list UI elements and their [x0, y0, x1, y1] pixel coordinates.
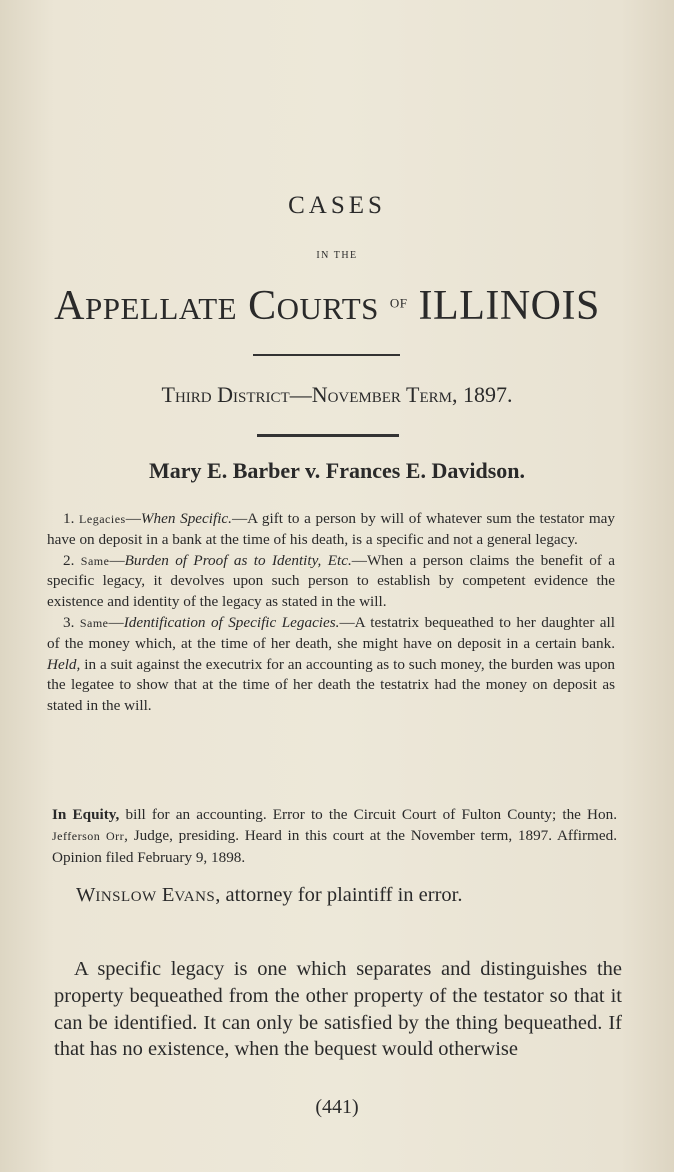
case-title: Mary E. Barber v. Frances E. Davidson.	[148, 458, 526, 483]
headnote-2-dash: —	[109, 551, 125, 569]
district-dash: —	[289, 382, 312, 407]
equity-judge-last: Orr	[106, 829, 125, 843]
district-third: HIRD	[174, 390, 212, 406]
attorney-line	[76, 884, 616, 907]
headnote-1	[47, 509, 615, 551]
district-year: , 1897.	[452, 382, 513, 407]
attorney-e: E	[161, 884, 175, 906]
headnote-2-text: —When a person claims the benefit of a specific legacy, it devolves upon such person to establish by competent evidence the existence and identity of the legacy as stated in the will.	[47, 551, 615, 611]
equity-statement	[52, 804, 617, 868]
headnote-1-dash: —	[125, 510, 141, 527]
attorney-rest: , attorney for plaintiff in error.	[215, 884, 463, 906]
headnote-3-held: Held,	[47, 655, 81, 673]
divider-bottom	[257, 434, 399, 437]
equity-text-2: , Judge, presiding. Heard in this court at the November term, 1897. Affirmed. Opinion filed February 9, 1898.	[52, 827, 617, 866]
equity-text-1: bill for an accounting. Error to the Circuit Court of Fulton County; the Hon.	[125, 806, 617, 823]
headnote-2-subject: Burden of Proof as to Identity, Etc.	[124, 551, 352, 569]
court-title-of: OF	[389, 295, 408, 311]
court-title-appellate: PPELLATE	[85, 291, 238, 326]
headnote-3-subject: Identification of Specific Legacies.	[123, 613, 340, 631]
district-term: ERM	[419, 390, 452, 406]
headnote-2-number: 2.	[63, 551, 75, 569]
headnote-3-text-b: in a suit against the executrix for an accounting as to such money, the burden was upon the legatee to show that at the time of her death the testatrix had the money on deposit as stated in the will.	[47, 655, 616, 715]
headnote-1-number: 1.	[63, 510, 75, 527]
district-term-t: T	[406, 382, 420, 407]
cases-heading: CASES	[288, 192, 386, 219]
court-title-courts: OURTS	[276, 291, 379, 326]
equity-lead: In Equity,	[52, 806, 120, 823]
headnote-3-text-a: —A testatrix bequeathed to her daughter all of the money which, at the time of her death, she might have on deposit in a certain bank.	[47, 613, 615, 652]
headnote-3-dash: —	[108, 613, 124, 631]
headnote-2	[47, 551, 615, 613]
court-title	[40, 282, 614, 330]
district-third-t: T	[161, 382, 175, 407]
headnotes	[47, 509, 615, 717]
headnote-3	[47, 613, 615, 717]
headnote-1-text: —A gift to a person by will of whatever sum the testator may have on deposit in a bank at the time of his death, is a specific and not a general legacy.	[47, 510, 616, 548]
headnote-3-topic: Same	[79, 615, 109, 630]
headnote-2-topic: Same	[80, 553, 110, 568]
in-the-subheading: IN THE	[316, 250, 358, 261]
page-number: (441)	[315, 1096, 359, 1118]
opinion-text	[54, 956, 622, 1063]
headnote-3-number: 3.	[63, 613, 75, 631]
headnote-1-subject: When Specific.	[140, 510, 232, 527]
district-november: OVEMBER	[327, 390, 401, 406]
district-term-line	[40, 382, 634, 408]
opinion-paragraph: A specific legacy is one which separates and distinguishes the property bequeathed from the other property of the testator so that it can be identified. It can only be satisfied by the thing bequeathed. If that has no existence, when the bequest would otherwise	[54, 958, 622, 1061]
attorney-winslow: INSLOW	[95, 889, 157, 905]
district-november-n: N	[311, 382, 328, 407]
attorney-w: W	[76, 884, 96, 906]
district-district-d: D	[217, 382, 234, 407]
court-title-c: C	[248, 283, 277, 329]
equity-judge-first: Jefferson	[52, 829, 101, 843]
divider-top	[253, 354, 400, 356]
court-title-illinois: ILLINOIS	[418, 283, 600, 329]
district-district: ISTRICT	[233, 390, 290, 406]
attorney-evans: VANS	[174, 889, 216, 905]
court-title-a: A	[54, 283, 85, 329]
headnote-1-topic: Legacies	[79, 512, 126, 526]
